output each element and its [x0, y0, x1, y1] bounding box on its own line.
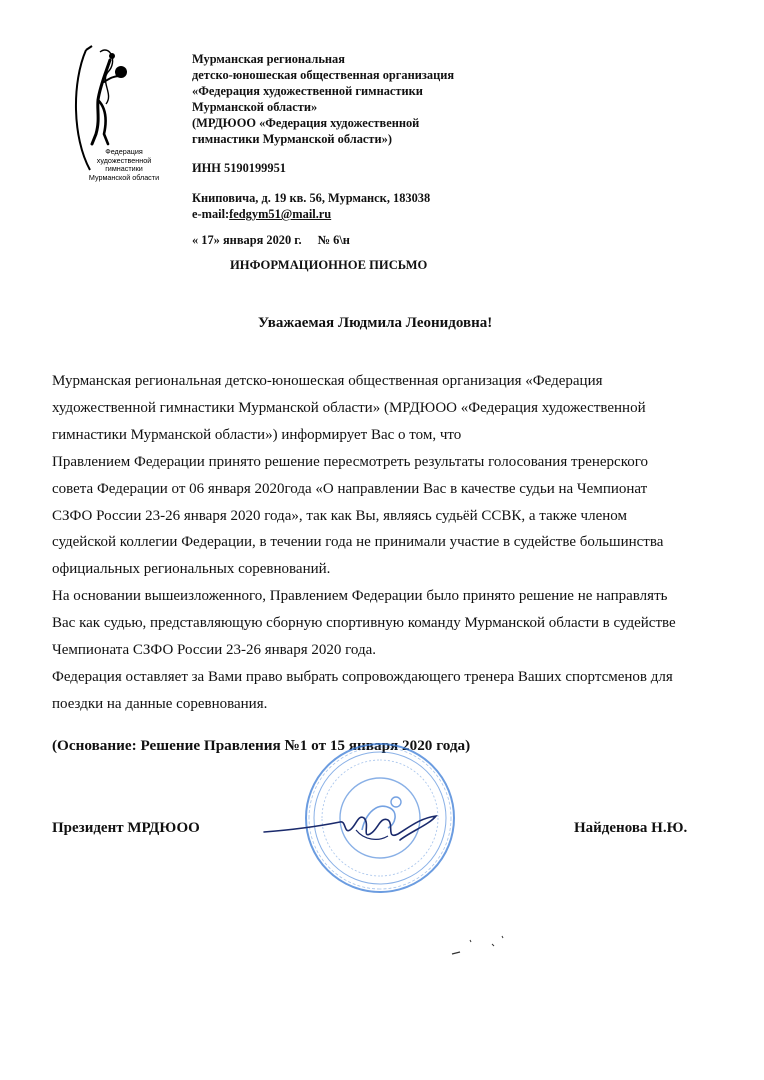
- org-name-line: «Федерация художественной гимнастики: [192, 84, 423, 98]
- logo-caption-line: Мурманской области: [88, 172, 160, 182]
- document-title: ИНФОРМАЦИОННОЕ ПИСЬМО: [230, 258, 428, 272]
- body-line: Чемпионата СЗФО России 23-26 января 2020 года.: [52, 642, 376, 659]
- email-label: e-mail:: [192, 207, 230, 221]
- logo-caption: [84, 148, 164, 182]
- basis-note: (Основание: Решение Правления №1 от 15 января 2020 года): [52, 737, 471, 754]
- letter-date: « 17» января 2020 г.: [192, 233, 302, 247]
- body-line: судейской коллегии Федерации, в течении года не принимали участие в судействе большинства: [52, 534, 664, 551]
- letterhead: [192, 51, 454, 248]
- body-line: Вас как судью, представляющую сборную спортивную команду Мурманской области в судействе: [52, 615, 676, 632]
- body-line: гимнастики Мурманской области») информирует Вас о том, что: [52, 426, 462, 443]
- org-name-line: Мурманская региональная: [192, 52, 345, 66]
- body-line: художественной гимнастики Мурманской области» (МРДЮОО «Федерация художественной: [52, 399, 646, 416]
- org-name-line: (МРДЮОО «Федерация художественной: [192, 116, 420, 130]
- greeting: Уважаемая Людмила Леонидовна!: [258, 315, 493, 331]
- address: Книповича, д. 19 кв. 56, Мурманск, 183038: [192, 191, 431, 205]
- letter-body: [52, 368, 732, 718]
- body-line: поездки на данные соревнования.: [52, 695, 268, 712]
- federation-logo: [70, 42, 180, 182]
- logo-caption-line: художественной: [96, 155, 152, 165]
- body-line: Правлением Федерации принято решение пересмотреть результаты голосования тренерского: [52, 453, 649, 470]
- president-title: Президент МРДЮОО: [52, 820, 200, 836]
- letter-number: № 6\н: [317, 233, 350, 247]
- body-line: СЗФО России 23-26 января 2020 года», так как Вы, являясь судьёй ССВК, а также членом: [52, 507, 627, 524]
- org-name-line: гимнастики Мурманской области»): [192, 132, 392, 146]
- body-line: На основании вышеизложенного, Правлением Федерации было принято решение не направлять: [52, 588, 668, 605]
- body-line: официальных региональных соревнований.: [52, 561, 331, 578]
- inn: ИНН 5190199951: [192, 161, 286, 175]
- org-name-line: детско-юношеская общественная организация: [192, 68, 455, 82]
- scan-marks: [440, 930, 520, 960]
- handwritten-signature-icon: [260, 800, 460, 860]
- body-line: совета Федерации от 06 января 2020года «О направлении Вас в качестве судьи на Чемпионат: [52, 480, 648, 497]
- body-line: Мурманская региональная детско-юношеская общественная организация «Федерация: [52, 373, 603, 389]
- body-line: Федерация оставляет за Вами право выбрать сопровождающего тренера Ваших спортсменов для: [52, 668, 673, 685]
- email-line: [192, 206, 454, 222]
- signer-name: Найденова Н.Ю.: [574, 820, 688, 836]
- date-number-line: [192, 232, 454, 248]
- org-name-line: Мурманской области»: [192, 100, 318, 114]
- logo-caption-line: Федерация: [105, 147, 143, 156]
- email-link[interactable]: fedgym51@mail.ru: [229, 207, 332, 221]
- logo-caption-line: гимнастики: [105, 164, 143, 174]
